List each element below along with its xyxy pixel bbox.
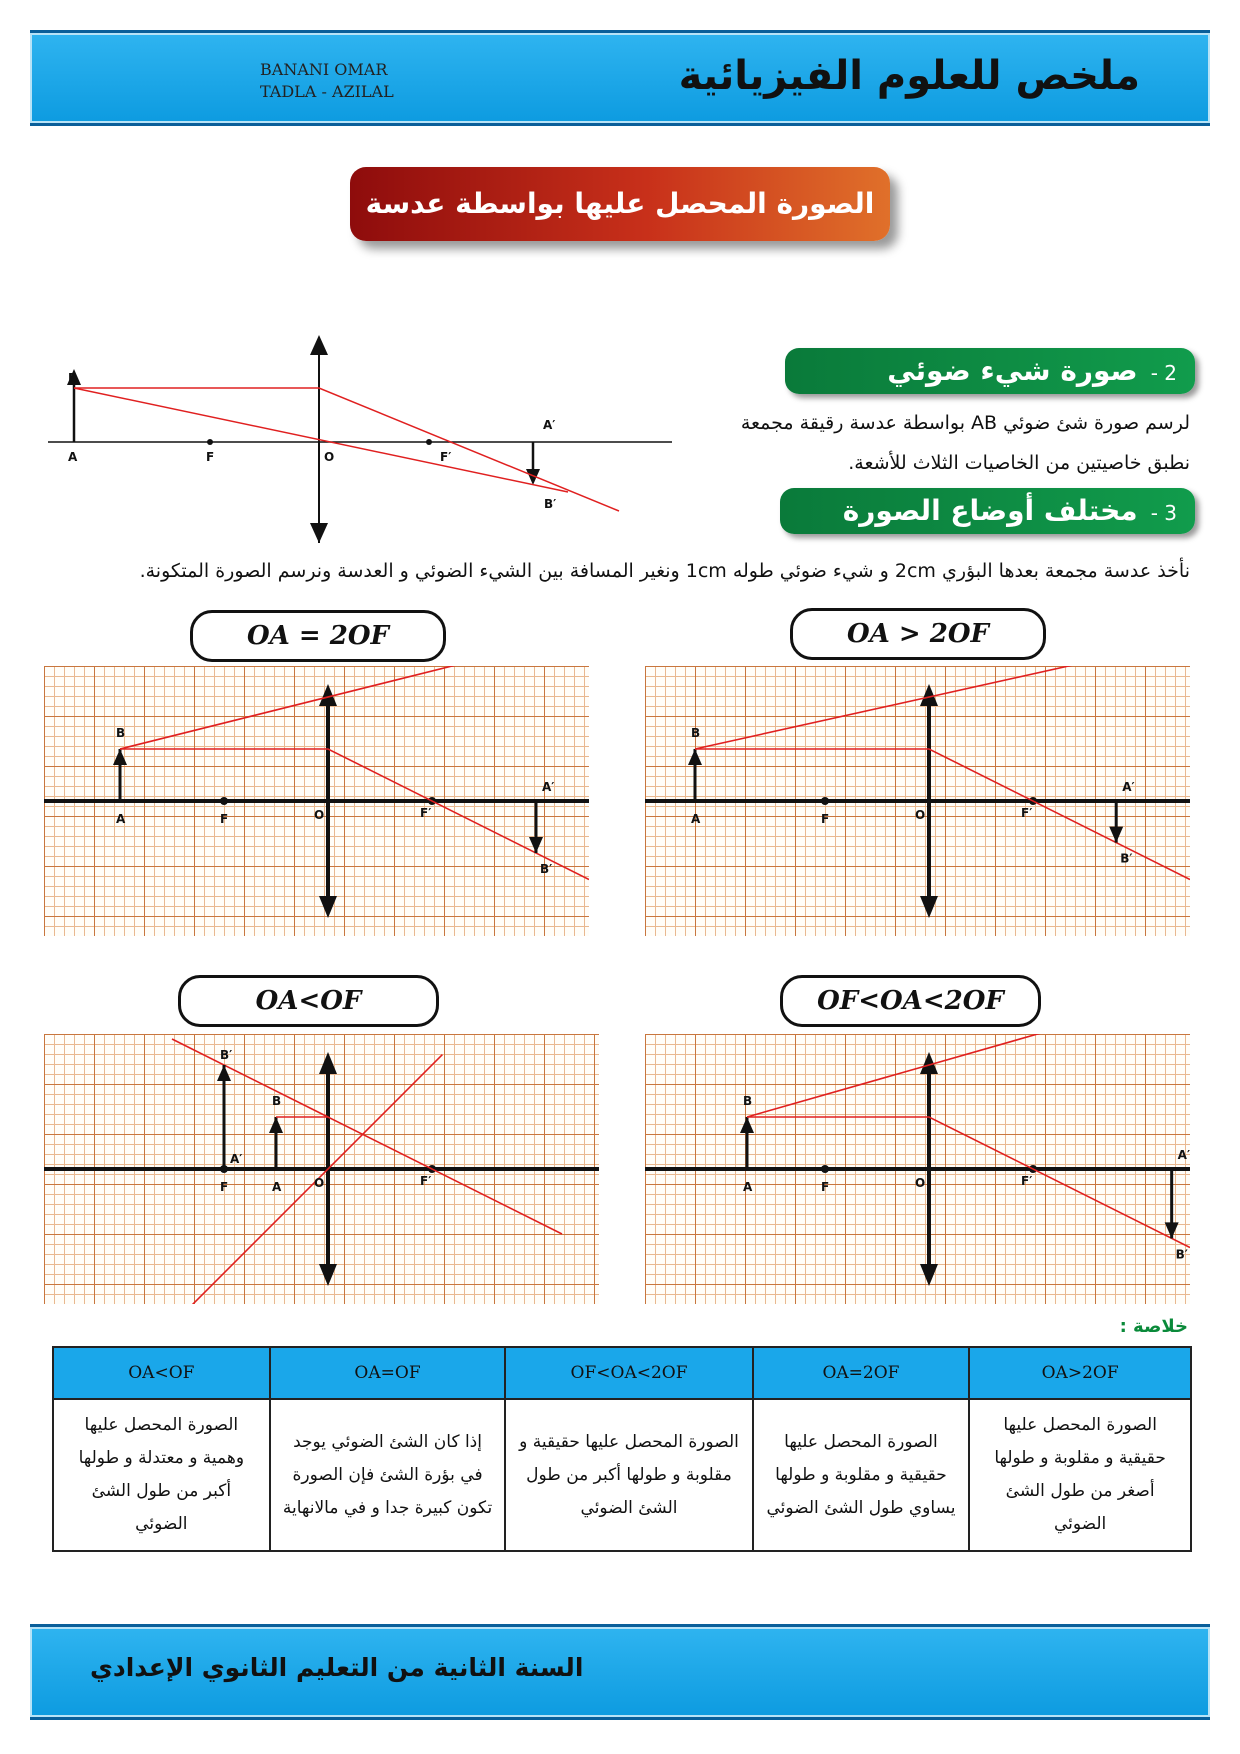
central-ray xyxy=(74,388,568,492)
lens-bottom-arrowhead xyxy=(920,1264,938,1286)
label-a: A xyxy=(68,450,78,464)
section3-title: مختلف أوضاع الصورة xyxy=(842,494,1138,527)
label-b: B xyxy=(691,726,701,740)
case-box-f2f: OF<OA<2OF xyxy=(780,975,1041,1027)
parallel-ray xyxy=(120,749,589,880)
focal-point-f xyxy=(821,797,829,805)
object-arrow-head xyxy=(269,1117,283,1133)
central-ray xyxy=(120,666,589,749)
plot-ltf xyxy=(44,1034,599,1304)
section3-tag-inner xyxy=(780,488,1195,533)
summary-header-eqf: OA=OF xyxy=(270,1347,506,1399)
intro-lens-diagram xyxy=(40,325,680,545)
case-box-ltf: OA<OF xyxy=(178,975,439,1027)
label-b: B xyxy=(743,1094,753,1108)
summary-header-eq2f: OA=2OF xyxy=(753,1347,970,1399)
author-location: TADLA - AZILAL xyxy=(260,82,394,101)
object-arrow-head xyxy=(688,749,702,765)
section2-tag xyxy=(785,348,1195,394)
summary-cell-f2f: الصورة المحصل عليها حقيقية و مقلوبة و طولها أكبر من طول الشئ الضوئي xyxy=(505,1399,752,1551)
parallel-ray-extension xyxy=(172,1039,328,1117)
footer-band xyxy=(30,1624,1210,1720)
label-f: F xyxy=(220,812,229,826)
section3-intro: نأخذ عدسة مجمعة بعدها البؤري 2cm و شيء ضوئي طوله 1cm ونغير المسافة بين الشيء الضوئي و العدسة ونرسم الصورة المتكونة. xyxy=(139,560,1190,582)
summary-cell-ltf: الصورة المحصل عليها وهمية و معتدلة و طولها أكبر من طول الشئ الضوئي xyxy=(53,1399,270,1551)
label-o: O xyxy=(915,1176,926,1190)
label-a2: A′ xyxy=(542,780,555,794)
label-b: B xyxy=(272,1094,282,1108)
section3-number: 3 - xyxy=(1150,501,1177,525)
section2-tag-inner xyxy=(785,348,1195,393)
label-o: O xyxy=(314,1176,325,1190)
parallel-ray xyxy=(747,1117,1190,1248)
lens-bottom-arrowhead xyxy=(319,1264,337,1286)
label-f: F xyxy=(206,450,215,464)
header-title: ملخص للعلوم الفيزيائية xyxy=(678,53,1140,99)
central-ray xyxy=(747,1034,1190,1117)
central-ray xyxy=(695,666,1190,749)
label-f2: F′ xyxy=(1021,1174,1033,1188)
section2-line1: لرسم صورة شئ ضوئي AB بواسطة عدسة رقيقة مجمعة xyxy=(740,412,1190,434)
summary-cell-eq2f: الصورة المحصل عليها حقيقية و مقلوبة و طولها يساوي طول الشئ الضوئي xyxy=(753,1399,970,1551)
label-a: A xyxy=(743,1180,753,1194)
label-f: F xyxy=(821,1180,830,1194)
label-b: B xyxy=(116,726,126,740)
case-box-gt2f: OA > 2OF xyxy=(790,608,1046,660)
author-name: BANANI OMAR xyxy=(260,60,388,79)
object-arrow-head xyxy=(740,1117,754,1133)
lens-top-arrowhead xyxy=(310,335,328,355)
footer-text: السنة الثانية من التعليم الثانوي الإعدادي xyxy=(90,1653,584,1682)
focal-point-f xyxy=(220,797,228,805)
plot-eq2f-svg xyxy=(44,666,589,936)
central-ray xyxy=(172,1055,442,1304)
label-a: A xyxy=(116,812,126,826)
plot-f2f-svg xyxy=(645,1034,1190,1304)
plot-f2f xyxy=(645,1034,1190,1304)
label-f: F xyxy=(821,812,830,826)
summary-table xyxy=(52,1346,1192,1552)
focal-point-f2 xyxy=(426,439,432,445)
lens-bottom-arrowhead xyxy=(310,523,328,543)
section2-number: 2 - xyxy=(1150,361,1177,385)
section3-tag xyxy=(780,488,1195,534)
section2-line2: نطبق خاصيتين من الخاصيات الثلاث للأشعة. xyxy=(848,452,1190,474)
header-band xyxy=(30,30,1210,126)
label-f2: F′ xyxy=(1021,806,1033,820)
label-f2: F′ xyxy=(420,806,432,820)
summary-header-row xyxy=(53,1347,1191,1399)
focal-point-f xyxy=(207,439,213,445)
summary-header-f2f: OF<OA<2OF xyxy=(505,1347,752,1399)
label-b2: B′ xyxy=(540,862,553,876)
main-title: الصورة المحصل عليها بواسطة عدسة مجمعة xyxy=(350,167,890,241)
label-f2: F′ xyxy=(420,1174,432,1188)
label-a: A xyxy=(272,1180,282,1194)
case-box-eq2f: OA = 2OF xyxy=(190,610,446,662)
label-f2: F′ xyxy=(440,450,452,464)
label-o: O xyxy=(324,450,335,464)
lens-bottom-arrowhead xyxy=(319,896,337,918)
lens-top-arrowhead xyxy=(319,1052,337,1074)
section2-title: صورة شيء ضوئي xyxy=(887,354,1138,387)
author-block xyxy=(260,59,394,103)
summary-body-row xyxy=(53,1399,1191,1551)
plot-gt2f xyxy=(645,666,1190,936)
lens-bottom-arrowhead xyxy=(920,896,938,918)
object-arrow-head xyxy=(113,749,127,765)
label-o: O xyxy=(314,808,325,822)
parallel-ray xyxy=(74,388,619,511)
plot-gt2f-svg xyxy=(645,666,1190,936)
label-b: B xyxy=(68,371,78,385)
focal-point-f xyxy=(821,1165,829,1173)
label-f: F xyxy=(220,1180,229,1194)
summary-label: خلاصة : xyxy=(1119,1316,1188,1337)
plot-eq2f xyxy=(44,666,589,936)
label-a2: A′ xyxy=(230,1152,243,1166)
summary-cell-eqf: إذا كان الشئ الضوئي يوجد في بؤرة الشئ فإن الصورة تكون كبيرة جدا و في مالانهاية xyxy=(270,1399,506,1551)
label-b2: B′ xyxy=(1120,851,1133,866)
plot-ltf-svg xyxy=(44,1034,599,1304)
label-a2: A′ xyxy=(1122,780,1135,794)
summary-cell-gt2f: الصورة المحصل عليها حقيقية و مقلوبة و طولها أصغر من طول الشئ الضوئي xyxy=(969,1399,1191,1551)
label-a: A xyxy=(691,812,701,826)
label-o: O xyxy=(915,808,926,822)
label-b2: B′ xyxy=(220,1048,233,1062)
label-a2: A′ xyxy=(1177,1148,1190,1162)
summary-header-ltf: OA<OF xyxy=(53,1347,270,1399)
summary-header-gt2f: OA>2OF xyxy=(969,1347,1191,1399)
label-a2: A′ xyxy=(543,418,556,432)
label-b2: B′ xyxy=(1175,1247,1188,1262)
label-b2: B′ xyxy=(544,497,557,511)
